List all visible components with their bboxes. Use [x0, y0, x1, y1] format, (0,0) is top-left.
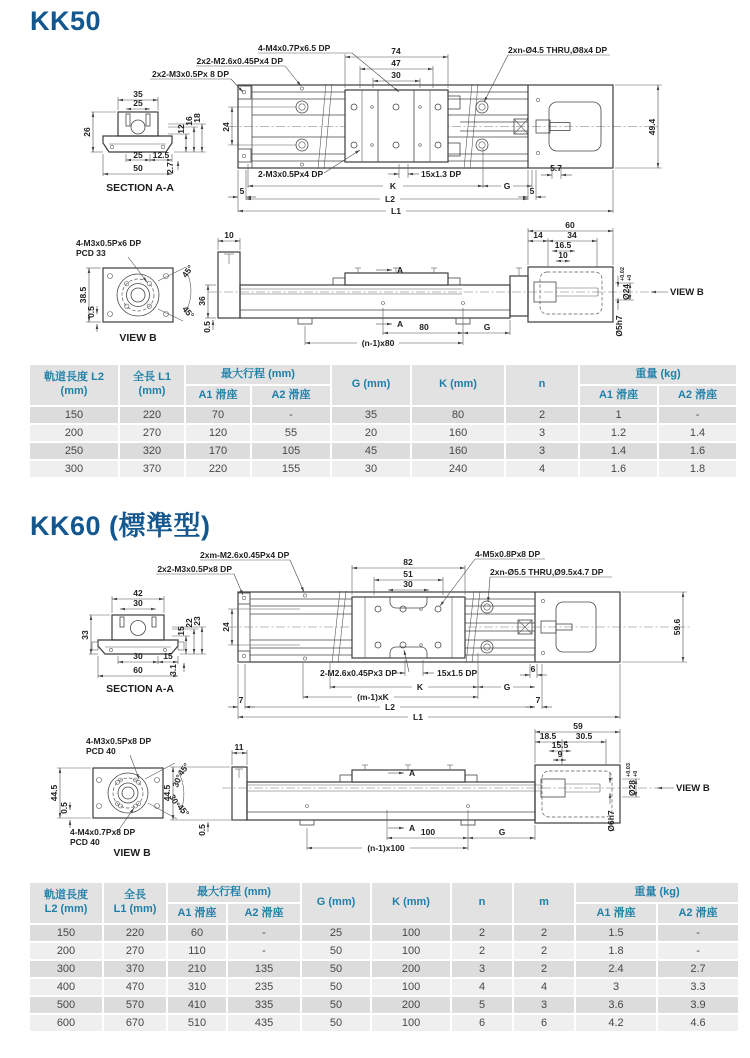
table-cell: 120	[186, 425, 250, 441]
table-cell: 100	[372, 943, 450, 959]
dim-label: 16	[184, 116, 194, 126]
dim-label: 0.5	[86, 306, 96, 318]
dim-label: 38.5	[78, 286, 88, 304]
kk50-spec-table	[28, 363, 738, 479]
table-cell: 80	[412, 407, 504, 423]
col-header-n: n	[506, 365, 578, 405]
dim-label: 74	[391, 46, 401, 56]
kk60-section-view	[80, 588, 206, 695]
table-cell: 410	[168, 997, 226, 1013]
table-cell: 4.2	[576, 1015, 656, 1031]
table-row	[30, 425, 736, 441]
dim-label: Ø28	[627, 779, 637, 797]
section-arrow-label: A	[397, 319, 404, 329]
callout-label: 4-M4x0.7Px8 DP	[70, 827, 136, 837]
table-cell: 250	[30, 443, 118, 459]
callout-label: 4-M5x0.8Px8 DP	[475, 549, 541, 559]
table-row	[30, 961, 738, 977]
table-cell: 50	[302, 943, 370, 959]
table-cell: 4	[514, 979, 574, 995]
kk50-section-view	[82, 89, 206, 194]
kk60-title: KK60 (標準型)	[30, 511, 211, 541]
dim-label: 30	[133, 598, 143, 608]
table-cell: 1.5	[576, 925, 656, 941]
dim-label: 25	[133, 150, 143, 160]
col-header-weight-a2: A2 滑座	[658, 904, 738, 923]
kk60-technical-drawing	[0, 545, 750, 881]
dim-label: 5	[529, 186, 535, 196]
dim-label: 45°	[180, 303, 197, 321]
dim-label: 18.5	[539, 731, 557, 741]
table-cell: 25	[302, 925, 370, 941]
table-cell: 470	[104, 979, 166, 995]
section-arrow-label: A	[409, 823, 416, 833]
col-header-a2-slider: A2 滑座	[252, 386, 330, 405]
col-header-k: K (mm)	[412, 365, 504, 405]
table-cell: 1.4	[659, 425, 736, 441]
dim-label: 7	[238, 695, 244, 705]
dim-label: 23	[192, 616, 202, 626]
table-cell: 150	[30, 407, 118, 423]
table-cell: 1	[580, 407, 657, 423]
table-row	[30, 407, 736, 423]
dim-label: 30	[133, 651, 143, 661]
col-header-rail-length: 軌道長度 L2 (mm)	[30, 883, 102, 923]
dim-label: 45°	[179, 263, 196, 280]
table-row	[30, 461, 736, 477]
dim-label: 51	[403, 569, 413, 579]
table-cell: 6	[514, 1015, 574, 1031]
dim-label: 82	[403, 557, 413, 567]
table-cell: -	[228, 943, 300, 959]
table-cell: 100	[372, 1015, 450, 1031]
table-cell: 35	[332, 407, 410, 423]
table-cell: -	[228, 925, 300, 941]
dim-label: G	[498, 827, 506, 837]
table-cell: 50	[302, 997, 370, 1013]
dim-label: 14	[533, 230, 543, 240]
table-cell: 110	[168, 943, 226, 959]
table-cell: 55	[252, 425, 330, 441]
view-caption: VIEW B	[113, 847, 151, 859]
col-header-n: n	[452, 883, 512, 923]
dim-label: 42	[133, 588, 143, 598]
table-cell: 320	[120, 443, 184, 459]
table-row	[30, 443, 736, 459]
section-arrow-label: A	[409, 768, 416, 778]
table-cell: 2	[452, 943, 512, 959]
table-cell: 30	[332, 461, 410, 477]
table-cell: 1.8	[659, 461, 736, 477]
table-row	[30, 925, 738, 941]
dim-label: (n-1)x80	[361, 338, 395, 348]
table-cell: 370	[104, 961, 166, 977]
table-cell: 20	[332, 425, 410, 441]
dim-label: 6	[530, 664, 536, 674]
table-cell: 2	[514, 943, 574, 959]
view-caption: SECTION A-A	[106, 683, 174, 695]
dim-label: 26	[82, 127, 92, 137]
dim-label: 44.5	[49, 784, 59, 802]
col-header-weight: 重量 (kg)	[580, 365, 736, 384]
table-cell: 570	[104, 997, 166, 1013]
tolerance-lower: +0	[633, 770, 639, 777]
table-cell: 2	[514, 961, 574, 977]
table-cell: 270	[104, 943, 166, 959]
col-header-max-stroke: 最大行程 (mm)	[186, 365, 330, 384]
dim-label: (m-1)xK	[357, 692, 389, 702]
dim-label: 7	[535, 695, 541, 705]
dim-label: 59.6	[672, 618, 682, 636]
dim-label: 15	[176, 626, 186, 636]
callout-label: 2x2-M3x0.5Px 8 DP	[151, 69, 229, 79]
dim-label: L1	[391, 206, 401, 216]
dim-label: K	[416, 682, 424, 692]
table-cell: 50	[302, 1015, 370, 1031]
callout-label: 2x2-M3x0.5Px8 DP	[157, 564, 232, 574]
table-cell: 220	[120, 407, 184, 423]
tolerance-lower: +0	[627, 274, 633, 281]
dim-label: 12	[176, 124, 186, 134]
col-header-g: G (mm)	[302, 883, 370, 923]
kk50-viewb-view	[76, 238, 197, 344]
table-cell: 2.7	[658, 961, 738, 977]
table-row	[30, 943, 738, 959]
col-header-g: G (mm)	[332, 365, 410, 405]
callout-label: 2-M2.6x0.45Px3 DP	[320, 668, 398, 678]
col-header-k: K (mm)	[372, 883, 450, 923]
dim-label: 5.7	[550, 163, 562, 173]
table-cell: 1.8	[576, 943, 656, 959]
table-cell: 210	[168, 961, 226, 977]
callout-label: PCD 33	[76, 248, 106, 258]
dim-label: L2	[385, 702, 395, 712]
dim-label: 22	[184, 618, 194, 628]
kk60-plan-view	[156, 549, 690, 722]
kk50-title: KK50	[30, 6, 102, 36]
table-cell: -	[658, 925, 738, 941]
dim-label: L2	[385, 194, 395, 204]
col-header-weight-a1: A1 滑座	[580, 386, 657, 405]
dim-label: 100	[420, 827, 436, 837]
table-cell: 300	[30, 461, 118, 477]
table-cell: 670	[104, 1015, 166, 1031]
table-cell: 4	[506, 461, 578, 477]
table-cell: 155	[252, 461, 330, 477]
table-cell: 60	[168, 925, 226, 941]
dim-label: 5	[239, 186, 245, 196]
tolerance-upper: +0.03	[626, 763, 632, 777]
dim-label: 30°	[170, 773, 185, 789]
table-cell: 50	[302, 961, 370, 977]
section-arrow-label: A	[397, 265, 404, 275]
dim-label: 15.5	[551, 740, 569, 750]
kk50-technical-drawing	[0, 40, 750, 360]
col-header-weight-a2: A2 滑座	[659, 386, 736, 405]
dim-label: G	[503, 181, 511, 191]
dim-label: 49.4	[647, 118, 657, 136]
table-cell: 70	[186, 407, 250, 423]
dim-label: 24	[221, 622, 231, 632]
table-cell: 220	[186, 461, 250, 477]
table-cell: 2	[506, 407, 578, 423]
dim-label: 30	[403, 579, 413, 589]
callout-label: 2xm-M2.6x0.45Px4 DP	[200, 550, 290, 560]
table-cell: 400	[30, 979, 102, 995]
table-cell: 3.3	[658, 979, 738, 995]
dim-label: (n-1)x100	[367, 843, 405, 853]
col-header-weight-a1: A1 滑座	[576, 904, 656, 923]
dim-label: 80	[419, 322, 429, 332]
dim-label: 12.5	[152, 150, 170, 160]
view-direction-label: VIEW B	[676, 783, 710, 794]
dim-label: 3.1	[168, 664, 178, 676]
dim-label: 30°	[167, 792, 183, 809]
view-caption: SECTION A-A	[106, 182, 174, 194]
table-cell: 2.4	[576, 961, 656, 977]
callout-label: 2xn-Ø4.5 THRU,Ø8x4 DP	[508, 45, 608, 55]
dim-label: 35	[133, 89, 143, 99]
table-cell: 3	[506, 443, 578, 459]
callout-label: 15x1.3 DP	[421, 169, 462, 179]
dim-label: 11	[234, 742, 244, 752]
kk60-side-view	[162, 721, 710, 853]
dim-label: K	[389, 181, 397, 191]
table-cell: 510	[168, 1015, 226, 1031]
dim-label: 10	[558, 250, 568, 260]
table-cell: 3	[514, 997, 574, 1013]
dim-label: 30.5	[575, 731, 593, 741]
table-cell: 3	[452, 961, 512, 977]
callout-label: 2x2-M2.6x0.45Px4 DP	[196, 56, 283, 66]
table-cell: 300	[30, 961, 102, 977]
dim-label: 34	[567, 230, 577, 240]
callout-label: 2-M3x0.5Px4 DP	[258, 169, 324, 179]
dim-label: 30	[391, 70, 401, 80]
table-cell: 270	[120, 425, 184, 441]
callout-label: 4-M4x0.7Px6.5 DP	[258, 43, 331, 53]
table-cell: 235	[228, 979, 300, 995]
dim-label: 59	[573, 721, 583, 731]
table-row	[30, 979, 738, 995]
table-cell: 600	[30, 1015, 102, 1031]
view-caption: VIEW B	[119, 332, 157, 344]
dim-label: 45°	[175, 761, 192, 778]
dim-label: 60	[133, 665, 143, 675]
table-cell: 100	[372, 925, 450, 941]
col-header-rail-length: 軌道長度 L2 (mm)	[30, 365, 118, 405]
col-header-full-length: 全長 L1 (mm)	[104, 883, 166, 923]
table-cell: 150	[30, 925, 102, 941]
kk50-plan-view	[150, 43, 662, 216]
dim-label: L1	[413, 712, 423, 722]
table-cell: 1.2	[580, 425, 657, 441]
view-direction-label: VIEW B	[670, 287, 704, 298]
table-cell: 105	[252, 443, 330, 459]
table-cell: 4.6	[658, 1015, 738, 1031]
kk60-spec-table	[28, 881, 740, 1033]
table-cell: -	[659, 407, 736, 423]
table-cell: 160	[412, 425, 504, 441]
table-cell: 3	[506, 425, 578, 441]
table-cell: 3.6	[576, 997, 656, 1013]
table-cell: 50	[302, 979, 370, 995]
dim-label: 33	[80, 630, 90, 640]
dim-label: 18	[192, 113, 202, 123]
dim-label: 16.5	[554, 240, 572, 250]
table-cell: 3	[576, 979, 656, 995]
callout-label: 4-M3x0.5Px8 DP	[86, 736, 152, 746]
table-cell: 1.4	[580, 443, 657, 459]
dim-label: Ø6h7	[606, 810, 616, 832]
dim-label: 15	[163, 651, 173, 661]
dim-label: 0.5	[59, 802, 69, 814]
dim-label: 45°	[175, 801, 192, 819]
dim-label: 50	[133, 163, 143, 173]
callout-label: PCD 40	[86, 746, 116, 756]
table-cell: 240	[412, 461, 504, 477]
kk50-side-view	[197, 220, 704, 348]
callout-label: 15x1.5 DP	[437, 668, 478, 678]
callout-label: 4-M3x0.5Px6 DP	[76, 238, 142, 248]
table-cell: 220	[104, 925, 166, 941]
table-cell: 335	[228, 997, 300, 1013]
table-cell: 500	[30, 997, 102, 1013]
table-cell: 1.6	[659, 443, 736, 459]
dim-label: 60	[565, 220, 575, 230]
kk50-table-body	[30, 407, 736, 477]
dim-label: Ø5h7	[614, 315, 624, 337]
dim-label: 44.5	[162, 784, 172, 802]
callout-label: 2xn-Ø5.5 THRU,Ø9.5x4.7 DP	[490, 567, 604, 577]
table-cell: -	[252, 407, 330, 423]
table-cell: 200	[30, 425, 118, 441]
col-header-full-length: 全長 L1 (mm)	[120, 365, 184, 405]
table-cell: 310	[168, 979, 226, 995]
table-cell: 2	[514, 925, 574, 941]
table-cell: 200	[372, 997, 450, 1013]
col-header-a1-slider: A1 滑座	[186, 386, 250, 405]
dim-label: 24	[221, 122, 231, 132]
dim-label: 10	[224, 230, 234, 240]
kk60-table-body	[30, 925, 738, 1031]
table-cell: 370	[120, 461, 184, 477]
dim-label: G	[483, 322, 491, 332]
table-cell: 100	[372, 979, 450, 995]
col-header-max-stroke: 最大行程 (mm)	[168, 883, 300, 902]
col-header-a1-slider: A1 滑座	[168, 904, 226, 923]
table-cell: 4	[452, 979, 512, 995]
table-cell: 3.9	[658, 997, 738, 1013]
dim-label: 2.7	[165, 162, 175, 174]
col-header-weight: 重量 (kg)	[576, 883, 738, 902]
table-cell: 6	[452, 1015, 512, 1031]
callout-label: PCD 40	[70, 837, 100, 847]
dim-label: 0.5	[202, 321, 212, 333]
table-cell: 45	[332, 443, 410, 459]
dim-label: 0.5	[197, 824, 207, 836]
table-cell: 160	[412, 443, 504, 459]
col-header-m: m	[514, 883, 574, 923]
dim-label: 25	[133, 98, 143, 108]
table-row	[30, 1015, 738, 1031]
table-cell: 435	[228, 1015, 300, 1031]
table-cell: 2	[452, 925, 512, 941]
dim-label: 9	[557, 749, 563, 759]
table-cell: 170	[186, 443, 250, 459]
dim-label: G	[503, 682, 511, 692]
table-cell: 200	[372, 961, 450, 977]
table-row	[30, 997, 738, 1013]
table-cell: 135	[228, 961, 300, 977]
dim-label: Ø24	[621, 283, 631, 301]
dim-label: 47	[391, 58, 401, 68]
tolerance-upper: +0.02	[620, 267, 626, 281]
table-cell: 200	[30, 943, 102, 959]
table-cell: 1.6	[580, 461, 657, 477]
dim-label: 36	[197, 296, 207, 306]
col-header-a2-slider: A2 滑座	[228, 904, 300, 923]
table-cell: -	[658, 943, 738, 959]
table-cell: 5	[452, 997, 512, 1013]
